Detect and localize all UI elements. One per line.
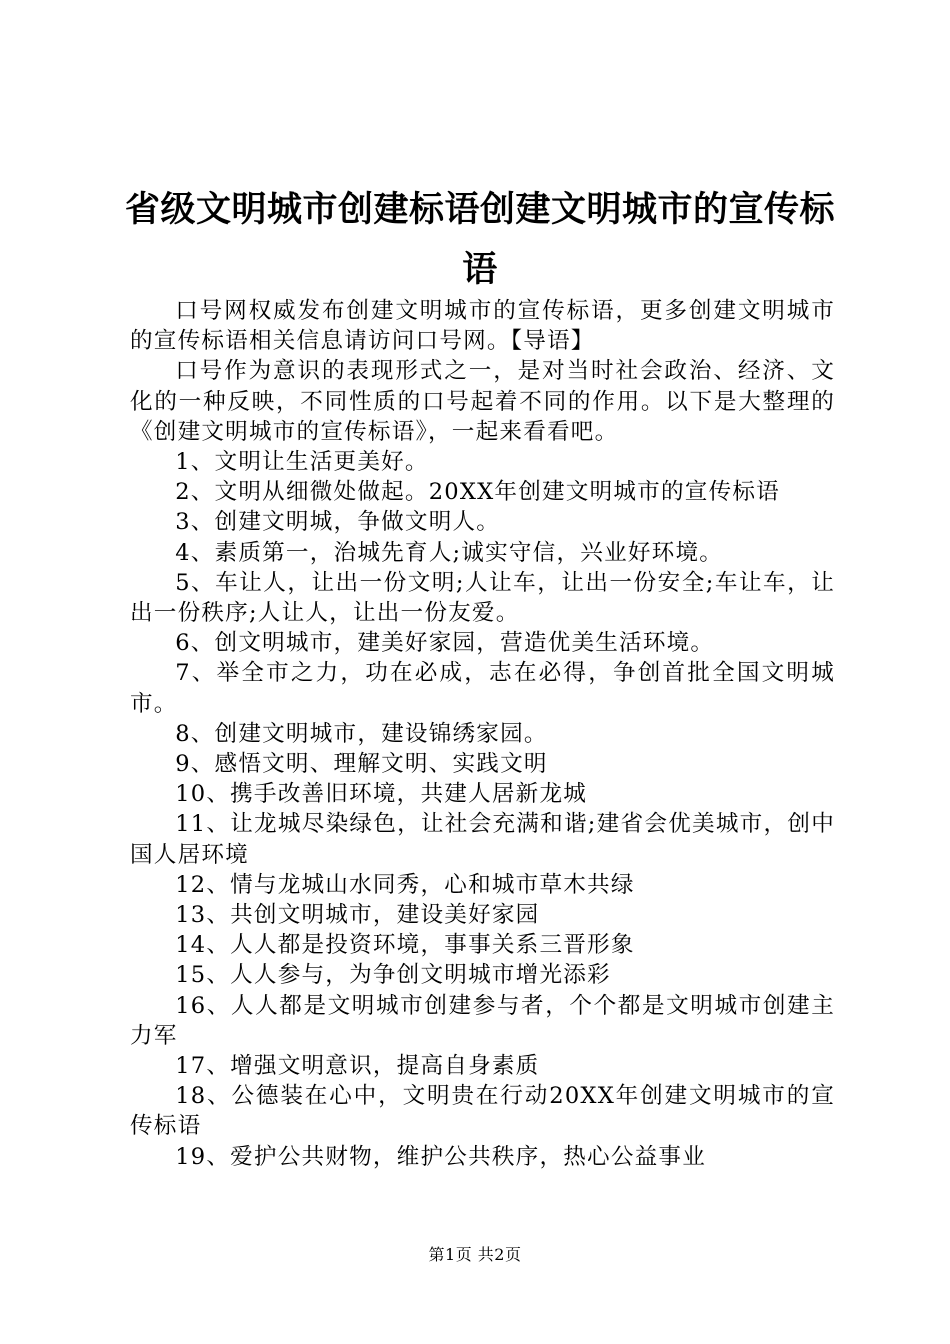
list-item: 3、创建文明城，争做文明人。: [175, 509, 501, 536]
list-item: 7、举全市之力，功在必成，志在必得，争创首批全国文明城市。: [130, 660, 835, 717]
list-item: 15、人人参与，为争创文明城市增光添彩: [175, 962, 611, 989]
list-item: 12、情与龙城山水同秀，心和城市草木共绿: [175, 871, 635, 898]
list-item: 18、公德装在心中，文明贵在行动20XX年创建文明城市的宣传标语: [130, 1083, 835, 1140]
paragraph: 口号作为意识的表现形式之一，是对当时社会政治、经济、文化的一种反映，不同性质的口号起着不同的作用。以下是大整理的《创建文明城市的宣传标语》，一起来看看吧。: [130, 358, 835, 445]
list-item: 19、爱护公共财物，维护公共秩序，热心公益事业: [175, 1143, 707, 1170]
list-item: 8、创建文明城市，建设锦绣家园。: [175, 720, 548, 747]
list-item: 13、共创文明城市，建设美好家园: [175, 902, 540, 929]
list-item: 14、人人都是投资环境，事事关系三晋形象: [175, 932, 635, 959]
list-item: 4、素质第一，治城先育人;诚实守信，兴业好环境。: [175, 539, 724, 566]
list-item: 9、感悟文明、理解文明、实践文明: [175, 751, 548, 778]
list-item: 11、让龙城尽染绿色，让社会充满和谐;建省会优美城市，创中国人居环境: [130, 811, 835, 868]
list-item: 1、文明让生活更美好。: [175, 449, 429, 476]
page-number-footer: 第1页 共2页: [428, 1245, 522, 1264]
list-item: 16、人人都是文明城市创建参与者，个个都是文明城市创建主力军: [130, 992, 835, 1049]
document-title: 省级文明城市创建标语创建文明城市的宣传标语: [124, 190, 835, 290]
list-item: 10、携手改善旧环境，共建人居新龙城: [175, 781, 588, 808]
paragraph: 口号网权威发布创建文明城市的宣传标语，更多创建文明城市的宣传标语相关信息请访问口号网。【导语】: [130, 298, 835, 355]
list-item: 17、增强文明意识，提高自身素质: [175, 1053, 540, 1080]
list-item: 5、车让人，让出一份文明;人让车，让出一份安全;车让车，让出一份秩序;人让人，让出一份友爱。: [130, 569, 835, 627]
list-item: 2、文明从细微处做起。20XX年创建文明城市的宣传标语: [175, 479, 780, 506]
list-item: 6、创文明城市，建美好家园，营造优美生活环境。: [175, 630, 715, 657]
document-body: [130, 296, 835, 1172]
